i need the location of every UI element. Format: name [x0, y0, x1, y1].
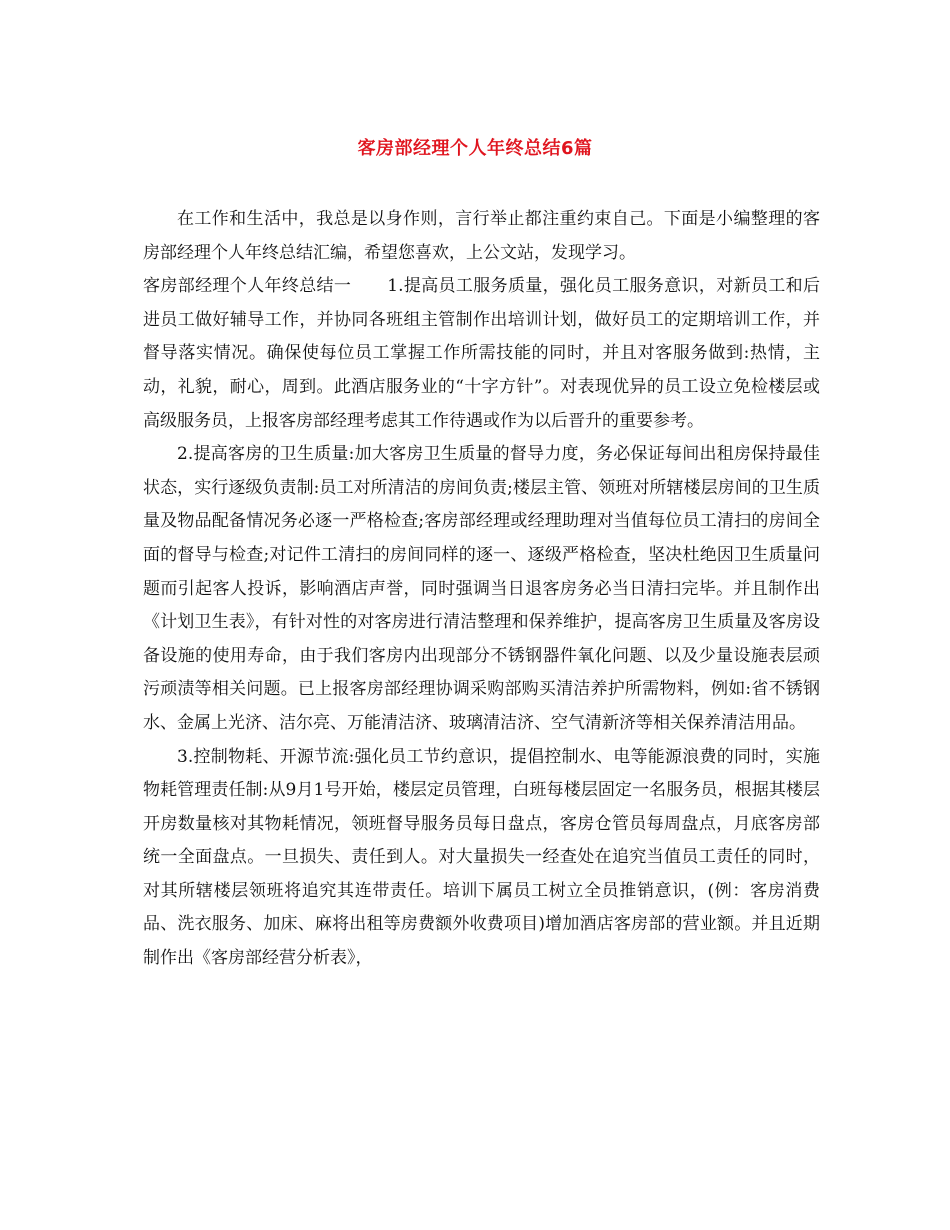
- section1-heading: 客房部经理个人年终总结一: [143, 276, 352, 297]
- point3-paragraph: 3.控制物耗、开源节流:强化员工节约意识，提倡控制水、电等能源浪费的同时，实施物耗管理责任制:从9月1号开始，楼层定员管理，白班每楼层固定一名服务员，根据其楼层开房数量核对其物耗情况，领班督导服务员每日盘点，客房仓管员每周盘点，月底客房部统一全面盘点。一旦损失、责任到人。对大量损失一经查处在追究当值员工责任的同时，对其所辖楼层领班将追究其连带责任。培训下属员工树立全员推销意识，(例：客房消费品、洗衣服务、加床、麻将出租等房费额外收费项目)增加酒店客房部的营业额。并且近期制作出《客房部经营分析表》，: [143, 746, 820, 969]
- document-title: 客房部经理个人年终总结6篇: [357, 138, 593, 159]
- section1-paragraph: [143, 270, 820, 438]
- document-body: [143, 203, 820, 976]
- section1-text: 1.提高员工服务质量，强化员工服务意识，对新员工和后进员工做好辅导工作，并协同各班组主管制作出培训计划，做好员工的定期培训工作，并督导落实情况。确保使每位员工掌握工作所需技能的同时，并且对客服务做到:热情，主动，礼貌，耐心，周到。此酒店服务业的“十字方针”。对表现优异的员工设立免检楼层或高级服务员，上报客房部经理考虑其工作待遇或作为以后晋升的重要参考。: [143, 276, 821, 431]
- intro-paragraph: 在工作和生活中，我总是以身作则，言行举止都注重约束自己。下面是小编整理的客房部经理个人年终总结汇编，希望您喜欢，上公文站，发现学习。: [143, 209, 820, 263]
- point2-paragraph: 2.提高客房的卫生质量:加大客房卫生质量的督导力度，务必保证每间出租房保持最佳状态，实行逐级负责制:员工对所清洁的房间负责;楼层主管、领班对所辖楼层房间的卫生质量及物品配备情况务必逐一严格检查;客房部经理或经理助理对当值每位员工清扫的房间全面的督导与检查;对记件工清扫的房间同样的逐一、逐级严格检查，坚决杜绝因卫生质量问题而引起客人投诉，影响酒店声誉，同时强调当日退客房务必当日清扫完毕。并且制作出《计划卫生表》，有针对性的对客房进行清洁整理和保养维护，提高客房卫生质量及客房设备设施的使用寿命，由于我们客房内出现部分不锈钢器件氧化问题、以及少量设施表层顽污顽渍等相关问题。已上报客房部经理协调采购部购买清洁养护所需物料，例如:省不锈钢水、金属上光济、洁尔亮、万能清洁济、玻璃清洁济、空气清新济等相关保养清洁用品。: [143, 444, 820, 733]
